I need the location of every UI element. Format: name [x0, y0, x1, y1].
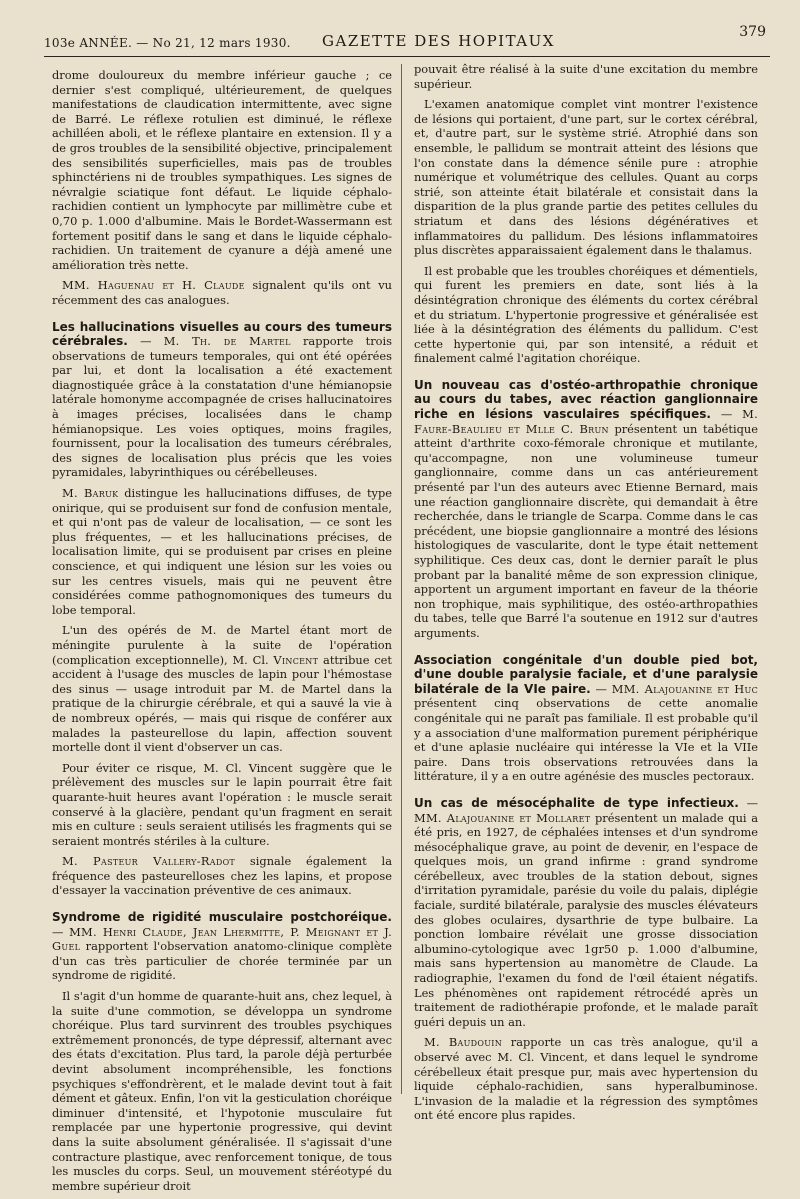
right-column [414, 62, 758, 1129]
section-rigidite: Syndrome de rigidité musculaire postchoréique. — MM. Henri Claude, Jean Lhermitte, P. Meignant et J. Guel rapportent l'observation anatomo-clinique complète d'un cas très particulier de chorée terminée par un syndrome de rigidité. [52, 910, 392, 983]
paragraph: drome douloureux du membre inférieur gauche ; ce dernier s'est compliqué, ultérieurement, de quelques manifestations de claudication intermittente, avec signe de Barré. Le réflexe rotulien est diminué, le réflexe achilléen aboli, et le réflexe plantaire en extension. Il y a de gros troubles de la sensibilité objective, principalement des sensibilités superficielles, mais pas de troubles sphinctériens ni de troubles sympathiques. Les signes de névralgie sciatique font défaut. Le liquide céphalo-rachidien contient un lymphocyte par millimètre cube et 0,70 p. 1.000 d'albumine. Mais le Bordet-Wassermann est fortement positif dans le sang et dans le liquide céphalo-rachidien. Un traitement de cyanure a déjà amené une amélioration très nette. [52, 68, 392, 272]
author-names: M. Baudouin [424, 1035, 503, 1050]
paragraph-text: L'un des opérés de M. de Martel étant mort de méningite purulente à la suite de l'opération (complication exceptionnelle), M. Cl. [52, 623, 392, 667]
section-heading: Syndrome de rigidité musculaire postchoréique. [52, 910, 392, 925]
author-names: Vincent [273, 652, 319, 667]
paragraph-text: rapportent l'observation anatomo-clinique complète d'un cas très particulier de chorée terminée par un syndrome de rigidité. [52, 939, 392, 983]
page-number: 379 [739, 24, 766, 40]
paragraph [52, 623, 392, 754]
paragraph: pouvait être réalisé à la suite d'une excitation du membre supérieur. [414, 62, 758, 91]
section-hallucinations: Les hallucinations visuelles au cours des tumeurs cérébrales. — M. Th. de Martel rapporte trois observations de tumeurs temporales, qui ont été opérées par lui, et dont la localisation a été exactement diagnostiquée grâce à la constatation d'une hémianopsie latérale homonyme accompagnée de crises hallucinatoires à images précises, localisées dans le champ hémianopsique. Les voies optiques, moins fragiles, fournissent, pour la localisation des tumeurs cérébrales, des signes de localisation plus précis que les voies pyramidales, labyrinthiques ou cérébelleuses. [52, 319, 392, 480]
paragraph-text: distingue les hallucinations diffuses, de type onirique, qui se produisent sur fond de confusion mentale, et qui n'ont pas de valeur de localisation, — ce sont les plus fréquentes, — et les hallucinations précises, de localisation limite, qui se produisent par crises en pleine conscience, et qui indiquent une lésion sur les voies ou sur les centres visuels, mais qui ne peuvent être considérées comme pathognomoniques des tumeurs du lobe temporal. [52, 486, 393, 617]
paragraph-text: signalent qu'ils ont vu récemment des cas analogues. [52, 278, 392, 307]
paragraph-text: présentent un malade qui a été pris, en 1927, de céphalées intenses et d'un syndrome mésocéphalique grave, au point de devenir, en l'espace de quelques mois, un grand infirme : grand syndrome cérébelleux, avec troubles de la station debout, signes d'irritation pyramidale, parésie du voile du palais, diplégie faciale, surdité bilatérale, paralysie des muscles élévateurs des globes oculaires, dysarthrie de type bulbaire. La ponction lombaire révélait une grosse dissociation albumino-cytologique avec 1gr50 p. 1.000 d'albumine, mais sans hypertension au manomètre de Claude. La radiographie, l'examen du fond de l'œil étaient négatifs. Les phénomènes ont rapidement rétrocédé après un traitement de radiothérapie profonde, et le malade paraît guéri depuis un an. [414, 810, 758, 1029]
left-column [52, 68, 392, 1199]
author-names: MM. Haguenau et H. Claude [62, 278, 245, 293]
paragraph [52, 486, 392, 617]
section-heading: Un cas de mésocéphalite de type infectieux. [414, 795, 739, 810]
author-names: M. Faure-Beaulieu et Mlle C. Brun [414, 407, 758, 436]
paragraph: Il est probable que les troubles choréiques et démentiels, qui furent les premiers en date, sont liés à la désintégration chronique des éléments du cortex cérébral et du striatum. L'hypertonie progressive et généralisée est liée à la désintégration des éléments du pallidum. C'est cette hypertonie qui, par son intensité, a réduit et finalement calmé l'agitation choréique. [414, 263, 758, 366]
author-names: M. Baruk [62, 486, 119, 501]
issue-info: 103e ANNÉE. — No 21, 12 mars 1930. [44, 36, 291, 50]
paragraph-text: présentent cinq observations de cette anomalie congénitale qui ne paraît pas familiale. Il est probable qu'il y a association d'une malformation purement périphérique et d'une aplasie nucléaire qui intéresse la VIe et la VIIe paire. Dans trois observations retrouvées dans la littérature, il y a en outre agénésie des muscles pectoraux. [414, 696, 758, 784]
section-osteo-arthropathie: Un nouveau cas d'ostéo-arthropathie chronique au cours du tabes, avec réaction ganglionnaire riche en lésions vasculaires spécifiques. — M. Faure-Beaulieu et Mlle C. Brun présentent un tabétique atteint d'arthrite coxo-fémorale chronique et mutilante, qu'accompagne, non une volumineuse tumeur ganglionnaire, comme dans un cas antérieurement présenté par l'un des auteurs avec Etienne Bernard, mais une réaction ganglionnaire discrète, qui demandait à être recherchée, dans le triangle de Scarpa. Comme dans le cas précédent, une biopsie ganglionnaire a montré des lésions histologiques de vascularite, dont le type était nettement syphilitique. Ces deux cas, dont le dernier paraît le plus probant par la banalité même de son expression clinique, apportent un argument important en faveur de la théorie non trophique, mais syphilitique, des ostéo-arthropathies du tabes, telle que Barré l'a soutenue en 1912 sur d'autres arguments. [414, 377, 758, 640]
paragraph: L'examen anatomique complet vint montrer l'existence de lésions qui portaient, d'une part, sur le cortex cérébral, et, d'autre part, sur le système strié. Atrophié dans son ensemble, le pallidum se montrait atteint des lésions que l'on constate dans la démence sénile pure : atrophie numérique et volumétrique des cellules. Quant au corps strié, son atteinte était bilatérale et consistait dans la disparition de la plus grande partie des petites cellules du striatum et dans des lésions dégénératives et inflammatoires du pallidum. Des lésions inflammatoires plus discrètes apparaissaient également dans le thalamus. [414, 97, 758, 258]
author-names: MM. Alajouanine et Mollaret [414, 810, 591, 825]
section-heading: Association congénitale d'un double pied bot, d'une double paralysie faciale, et d'une paralysie bilatérale de la VIe paire. [414, 652, 758, 696]
paragraph: Pour éviter ce risque, M. Cl. Vincent suggère que le prélèvement des muscles sur le lapin pourrait être fait quarante-huit heures avant l'opération : le muscle serait conservé à la glacière, pendant qu'un fragment en serait mis en culture : seuls seraient utilisés les fragments qui se seraient montrés stériles à la culture. [52, 760, 392, 848]
page-header [44, 22, 770, 57]
author-names: MM. Alajouanine et Huc [611, 681, 759, 696]
paragraph-text: rapporte un cas très analogue, qu'il a observé avec M. Cl. Vincent, et dans lequel le syndrome cérébelleux était presque pur, mais avec hypertension du liquide céphalo-rachidien, sans hyperalbuminose. L'invasion de la maladie et la régression des symptômes ont été encore plus rapides. [414, 1035, 758, 1123]
paragraph-text: signale également la fréquence des pasteurelloses chez les lapins, et propose d'essayer la vaccination préventive de ces animaux. [52, 854, 392, 898]
section-association-congenitale: Association congénitale d'un double pied bot, d'une double paralysie faciale, et d'une paralysie bilatérale de la VIe paire. — MM. Alajouanine et Huc présentent cinq observations de cette anomalie congénitale qui ne paraît pas familiale. Il est probable qu'il y a association d'une malformation purement périphérique et d'une aplasie nucléaire qui intéresse la VIe et la VIIe paire. Dans trois observations retrouvées dans la littérature, il y a en outre agénésie des muscles pectoraux. [414, 652, 759, 784]
author-names: M. Th. de Martel [163, 334, 291, 349]
section-heading: Les hallucinations visuelles au cours des tumeurs cérébrales. [52, 319, 392, 349]
paragraph-text: attribue cet accident à l'usage des muscles de lapin pour l'hémostase des sinus — usage introduit par M. de Martel dans la pratique de la chirurgie cérébrale, et qui a sauvé la vie à de nombreux opérés, — mais qui risque de conférer aux malades la pasteurellose du lapin, affection souvent mortelle dont il vient d'observer un cas. [52, 652, 392, 755]
column-divider [401, 64, 402, 1094]
paragraph: Il s'agit d'un homme de quarante-huit ans, chez lequel, à la suite d'une commotion, se développa un syndrome choréique. Plus tard survinrent des troubles psychiques extrêmement prononcés, de type dépressif, alternant avec des états d'excitation. Plus tard, la parole déjà perturbée devint absolument incompréhensible, les fonctions psychiques s'effondrèrent, et le malade devint tout à fait dément et gâteux. Enfin, l'on vit la gesticulation choréique diminuer d'intensité, et l'hypotonie musculaire fut remplacée par une hypertonie progressive, qui devint dans la suite absolument généralisée. Il s'agissait d'une contracture plastique, avec renforcement tonique, de tous les muscles du corps. Seul, un mouvement stéréotypé du membre supérieur droit [52, 989, 392, 1193]
journal-title: GAZETTE DES HOPITAUX [322, 32, 555, 50]
author-names: MM. Henri Claude, Jean Lhermitte, P. Meignant et J. Guel [52, 924, 392, 954]
paragraph-text: rapporte trois observations de tumeurs temporales, qui ont été opérées par lui, et dont la localisation a été exactement diagnostiquée grâce à la constatation d'une hémianopsie latérale homonyme accompagnée de crises hallucinatoires à images précises, localisées dans le champ hémianopsique. Les voies optiques, moins fragiles, fournissent, pour la localisation des tumeurs cérébrales, des signes de localisation plus précis que les voies pyramidales, labyrinthiques ou cérébelleuses. [52, 334, 392, 480]
author-names: M. Pasteur Vallery-Radot [62, 854, 236, 869]
paragraph [52, 854, 392, 898]
paragraph-text: présentent un tabétique atteint d'arthrite coxo-fémorale chronique et mutilante, qu'accompagne, non une volumineuse tumeur ganglionnaire, comme dans un cas antérieurement présenté par l'un des auteurs avec Etienne Bernard, mais une réaction ganglionnaire discrète, qui demandait à être recherchée, dans le triangle de Scarpa. Comme dans le cas précédent, une biopsie ganglionnaire a montré des lésions histologiques de vascularite, dont le type était nettement syphilitique. Ces deux cas, dont le dernier paraît le plus probant par la banalité même de son expression clinique, apportent un argument important en faveur de la théorie non trophique, mais syphilitique, des ostéo-arthropathies du tabes, telle que Barré l'a soutenue en 1912 sur d'autres arguments. [414, 421, 758, 640]
section-mesocephalite: Un cas de mésocéphalite de type infectieux. — MM. Alajouanine et Mollaret présentent un malade qui a été pris, en 1927, de céphalées intenses et d'un syndrome mésocéphalique grave, au point de devenir, en l'espace de quelques mois, un grand infirme : grand syndrome cérébelleux, avec troubles de la station debout, signes d'irritation pyramidale, parésie du voile du palais, diplégie faciale, surdité bilatérale, paralysie des muscles élévateurs des globes oculaires, dysarthrie de type bulbaire. La ponction lombaire révélait une grosse dissociation albumino-cytologique avec 1gr50 p. 1.000 d'albumine, mais sans hypertension au manomètre de Claude. La radiographie, l'examen du fond de l'œil étaient négatifs. Les phénomènes ont rapidement rétrocédé après un traitement de radiothérapie profonde, et le malade paraît guéri depuis un an. [414, 795, 758, 1029]
section-heading: Un nouveau cas d'ostéo-arthropathie chronique au cours du tabes, avec réaction ganglionnaire riche en lésions vasculaires spécifiques. [414, 377, 758, 422]
paragraph [414, 1035, 758, 1123]
paragraph [52, 278, 392, 307]
